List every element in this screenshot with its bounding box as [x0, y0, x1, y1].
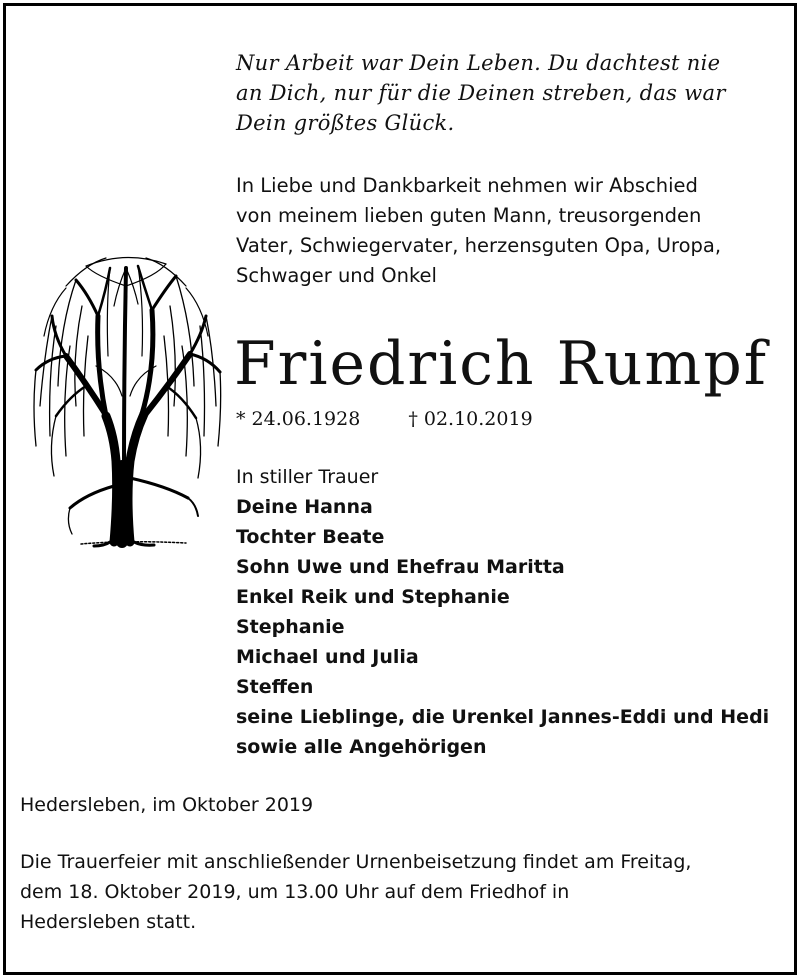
motto-line: Nur Arbeit war Dein Leben. Du dachtest nie: [236, 51, 721, 75]
funeral-notice: [20, 847, 790, 937]
motto-line: Dein größtes Glück.: [236, 111, 455, 135]
deceased-name: Friedrich Rumpf: [234, 329, 768, 399]
mourner-name: Tochter Beate: [236, 526, 385, 548]
funeral-notice-line: Die Trauerfeier mit anschließender Urnenbeisetzung findet am Freitag,: [20, 851, 692, 873]
mourner-name: Deine Hanna: [236, 496, 373, 518]
obituary-notice: [3, 3, 797, 975]
farewell-line: Vater, Schwiegervater, herzensguten Opa, Uropa,: [236, 234, 722, 257]
funeral-notice-line: dem 18. Oktober 2019, um 13.00 Uhr auf dem Friedhof in: [20, 881, 570, 903]
birth-date: * 24.06.1928: [236, 408, 361, 430]
farewell-line: Schwager und Onkel: [236, 264, 437, 287]
mourner-name: seine Lieblinge, die Urenkel Jannes-Eddi und Hedi: [236, 706, 770, 728]
place-date: Hedersleben, im Oktober 2019: [20, 794, 314, 816]
mourners-lead: In stiller Trauer: [236, 466, 379, 488]
willow-tree-icon: [26, 246, 226, 556]
mourner-name: Enkel Reik und Stephanie: [236, 586, 510, 608]
farewell-line: In Liebe und Dankbarkeit nehmen wir Abschied: [236, 174, 698, 197]
mourner-name: Sohn Uwe und Ehefrau Maritta: [236, 556, 565, 578]
mourner-name: Steffen: [236, 676, 314, 698]
mourner-name: sowie alle Angehörigen: [236, 736, 487, 758]
motto-line: an Dich, nur für die Deinen streben, das war: [236, 81, 726, 105]
life-dates: [236, 404, 533, 434]
mourners-list: [236, 462, 769, 762]
farewell-line: von meinem lieben guten Mann, treusorgenden: [236, 204, 702, 227]
death-date: † 02.10.2019: [408, 408, 533, 430]
motto-verse: [236, 48, 781, 138]
funeral-notice-line: Hedersleben statt.: [20, 911, 197, 933]
mourner-name: Michael und Julia: [236, 646, 419, 668]
farewell-text: [236, 171, 781, 291]
mourner-name: Stephanie: [236, 616, 345, 638]
